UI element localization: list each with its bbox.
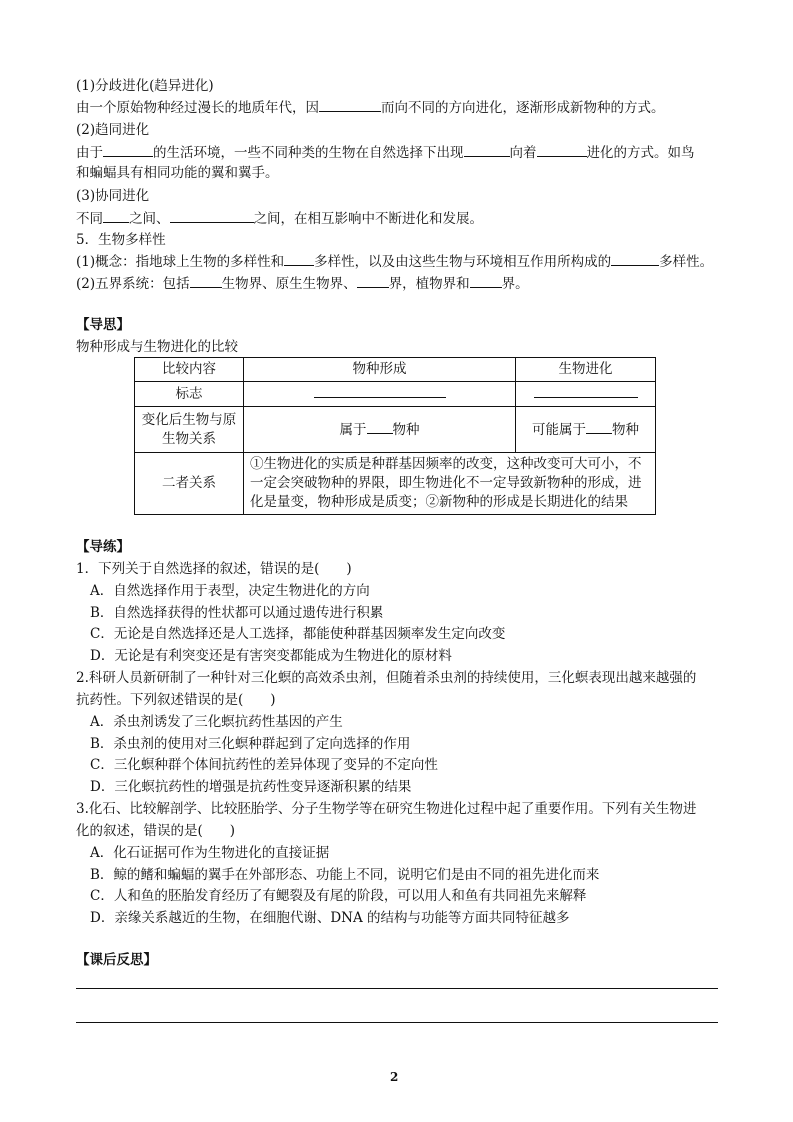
option-1b: B．自然选择获得的性状都可以通过遗传进行积累 bbox=[90, 605, 384, 621]
line-convergent-evolution: (2)趋同进化 bbox=[76, 122, 150, 138]
comparison-table bbox=[134, 357, 656, 515]
fill-blank[interactable] bbox=[103, 209, 129, 223]
line-biodiversity-heading: 5．生物多样性 bbox=[76, 232, 166, 248]
text: 界。 bbox=[501, 276, 529, 292]
fill-blank[interactable] bbox=[534, 384, 638, 398]
line-biodiversity-concept bbox=[76, 252, 713, 271]
text: 由于 bbox=[76, 145, 103, 161]
text: 由一个原始物种经过漫长的地质年代，因 bbox=[76, 100, 319, 116]
comparison-subtitle: 物种形成与生物进化的比较 bbox=[76, 339, 238, 355]
text: 不同 bbox=[76, 211, 103, 227]
text: 向着 bbox=[509, 145, 537, 161]
text: 的生活环境，一些不同种类的生物在自然选择下出现 bbox=[153, 145, 464, 161]
option-1c: C．无论是自然选择还是人工选择，都能使种群基因频率发生定向改变 bbox=[90, 626, 506, 642]
table-row bbox=[135, 358, 656, 382]
option-2d: D．三化螟抗药性的增强是抗药性变异逐渐积累的结果 bbox=[90, 779, 412, 795]
fill-blank[interactable] bbox=[537, 143, 587, 157]
text: 之间、 bbox=[129, 211, 170, 227]
text: 界，植物界和 bbox=[388, 276, 470, 292]
fill-blank[interactable] bbox=[319, 98, 381, 112]
question-3-line1: 3.化石、比较解剖学、比较胚胎学、分子生物学等在研究生物进化过程中起了重要作用。下列有关生物进 bbox=[76, 801, 697, 817]
option-2a: A．杀虫剂诱发了三化螟抗药性基因的产生 bbox=[90, 714, 343, 730]
text: 多样性，以及由这些生物与环境相互作用所构成的 bbox=[314, 254, 612, 270]
text: 物种 bbox=[612, 421, 639, 438]
table-header: 比较内容 bbox=[135, 358, 244, 382]
fill-blank[interactable] bbox=[314, 384, 446, 398]
table-cell bbox=[516, 407, 656, 453]
line-coevolution: (3)协同进化 bbox=[76, 188, 150, 204]
line-convergent-definition bbox=[76, 143, 695, 162]
option-3d: D．亲缘关系越近的生物，在细胞代谢、DNA 的结构与功能等方面共同特征越多 bbox=[90, 910, 570, 926]
fill-blank[interactable] bbox=[611, 252, 659, 266]
text: 而向不同的方向进化，逐渐形成新物种的方式。 bbox=[381, 100, 665, 116]
daolian-heading: 【导练】 bbox=[76, 539, 130, 555]
option-2b: B．杀虫剂的使用对三化螟种群起到了定向选择的作用 bbox=[90, 736, 411, 752]
table-cell: 二者关系 bbox=[135, 453, 244, 515]
text: 多样性。 bbox=[659, 254, 714, 270]
fill-blank[interactable] bbox=[357, 274, 389, 288]
table-row bbox=[135, 453, 656, 515]
option-2c: C．三化螟种群个体间抗药性的差异体现了变异的不定向性 bbox=[90, 757, 438, 773]
line-coevolution-definition bbox=[76, 209, 483, 228]
table-row bbox=[135, 382, 656, 407]
text: 之间，在相互影响中不断进化和发展。 bbox=[253, 211, 483, 227]
text: (1)概念：指地球上生物的多样性和 bbox=[76, 254, 285, 270]
text: 属于 bbox=[339, 421, 367, 438]
fill-blank[interactable] bbox=[170, 209, 254, 223]
table-cell bbox=[244, 407, 516, 453]
text: 进化的方式。如鸟 bbox=[586, 145, 695, 161]
text: (2)五界系统：包括 bbox=[76, 276, 190, 292]
question-2-line2: 抗药性。下列叙述错误的是( ) bbox=[76, 692, 276, 708]
line-divergent-definition bbox=[76, 98, 665, 117]
text: 生物界、原生生物界、 bbox=[221, 276, 357, 292]
fill-blank[interactable] bbox=[284, 252, 314, 266]
fill-blank[interactable] bbox=[103, 143, 153, 157]
table-cell: 标志 bbox=[135, 382, 244, 407]
option-3a: A．化石证据可作为生物进化的直接证据 bbox=[90, 845, 330, 861]
reflection-writing-line[interactable] bbox=[76, 988, 718, 989]
table-cell bbox=[244, 382, 516, 407]
table-header: 生物进化 bbox=[516, 358, 656, 382]
page-number: 2 bbox=[390, 1070, 399, 1084]
daosi-heading: 【导思】 bbox=[76, 317, 130, 333]
reflection-heading: 【课后反思】 bbox=[76, 952, 157, 968]
option-3c: C．人和鱼的胚胎发育经历了有鳃裂及有尾的阶段，可以用人和鱼有共同祖先来解释 bbox=[90, 888, 587, 904]
text: 物种 bbox=[392, 421, 420, 438]
question-1: 1．下列关于自然选择的叙述，错误的是( ) bbox=[76, 561, 352, 577]
fill-blank[interactable] bbox=[586, 420, 612, 434]
text: 可能属于 bbox=[532, 421, 586, 438]
question-3-line2: 化的叙述，错误的是( ) bbox=[76, 823, 236, 839]
option-1a: A．自然选择作用于表型，决定生物进化的方向 bbox=[90, 583, 370, 599]
line-five-kingdoms bbox=[76, 274, 529, 293]
table-row bbox=[135, 407, 656, 453]
table-cell: ①生物进化的实质是种群基因频率的改变，这种改变可大可小，不一定会突破物种的界限，即生物进化不一定导致新物种的形成，进化是量变，物种形成是质变；②新物种的形成是长期进化的结果 bbox=[244, 453, 656, 515]
fill-blank[interactable] bbox=[367, 420, 393, 434]
table-cell: 变化后生物与原生物关系 bbox=[135, 407, 244, 453]
fill-blank[interactable] bbox=[190, 274, 222, 288]
question-2-line1: 2.科研人员新研制了一种针对三化螟的高效杀虫剂，但随着杀虫剂的持续使用，三化螟表现出越来越强的 bbox=[76, 670, 697, 686]
table-header: 物种形成 bbox=[244, 358, 516, 382]
option-1d: D．无论是有利突变还是有害突变都能成为生物进化的原材料 bbox=[90, 648, 452, 664]
table-cell bbox=[516, 382, 656, 407]
line-convergent-example: 和蝙蝠具有相同功能的翼和翼手。 bbox=[76, 165, 279, 181]
fill-blank[interactable] bbox=[470, 274, 502, 288]
option-3b: B．鲸的鳍和蝙蝠的翼手在外部形态、功能上不同，说明它们是由不同的祖先进化而来 bbox=[90, 867, 600, 883]
line-divergent-evolution: (1)分歧进化(趋异进化) bbox=[76, 78, 214, 94]
fill-blank[interactable] bbox=[464, 143, 510, 157]
reflection-writing-line[interactable] bbox=[76, 1022, 718, 1023]
